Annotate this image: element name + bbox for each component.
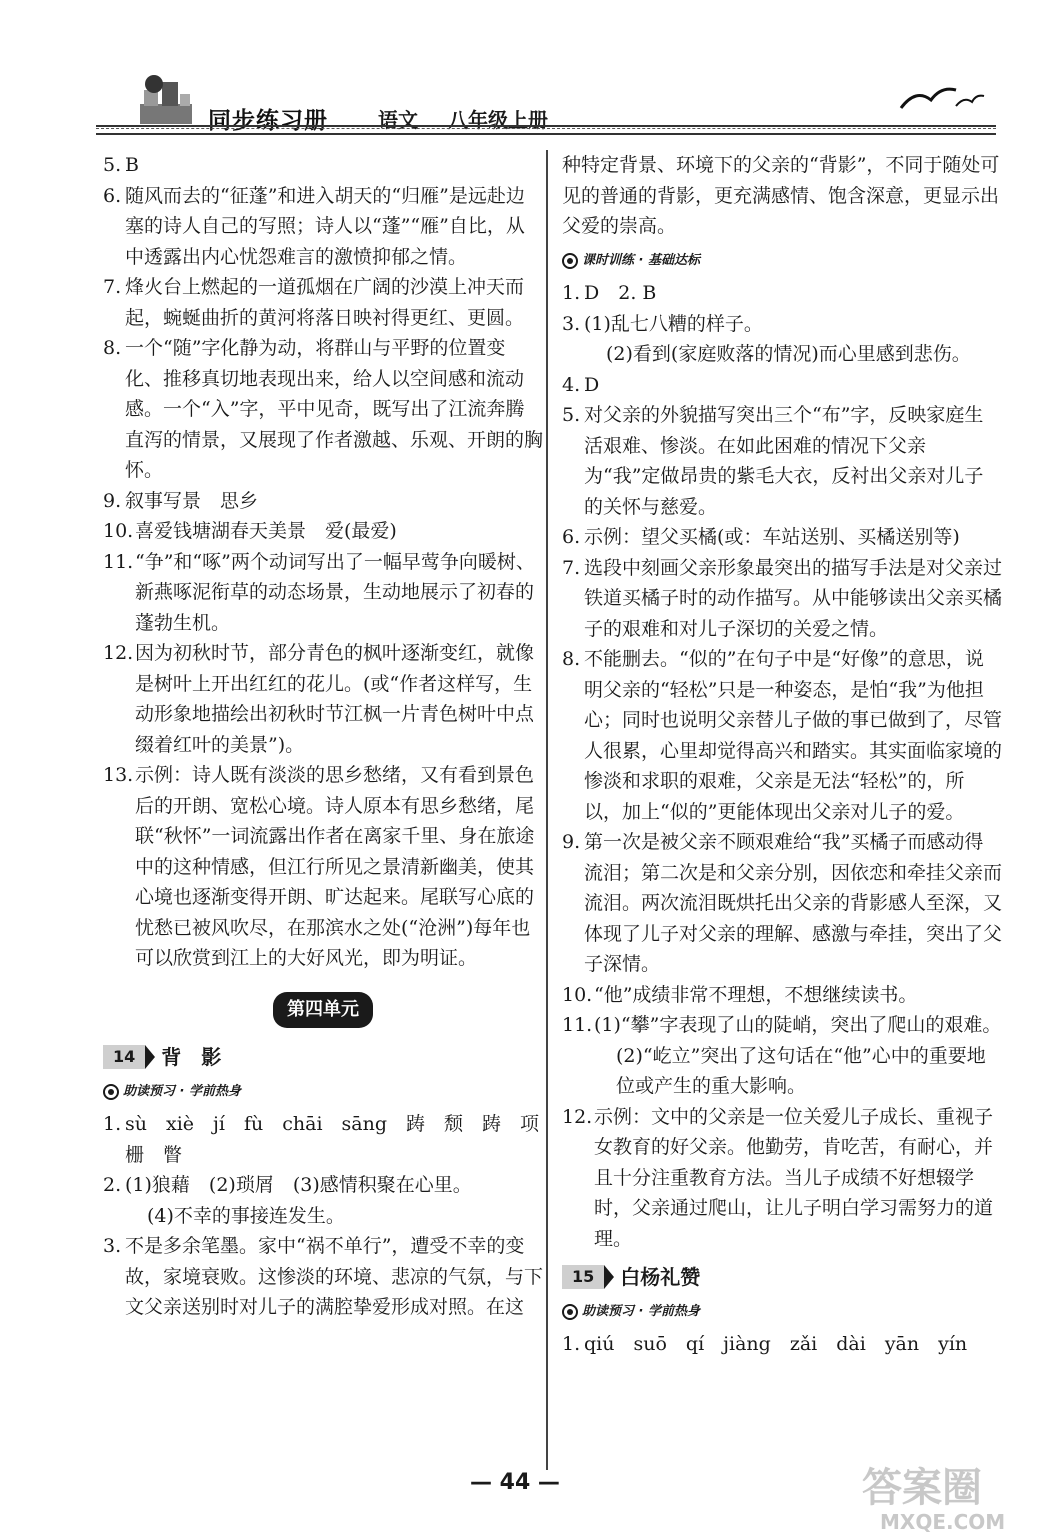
watermark-url: MXQE.COM	[880, 1510, 1006, 1534]
answer-item: 8. 不能删去。“似的”在句子中是“好像”的意思，说明父亲的“轻松”只是一种姿态，是怕“我”为他担心；同时也说明父亲替儿子做的事已做到了，尽管人很累，心里却觉得高兴和踏实。其实面临家境的惨淡和求职的艰难，父亲是无法“轻松”的，所以，加上“似的”更能体现出父亲对儿子的爱。	[562, 648, 1003, 823]
answer-item: 1. D 2. B	[562, 282, 657, 304]
birds-icon	[896, 78, 986, 118]
book-logo-icon	[136, 70, 196, 128]
lesson-title: 白杨礼赞	[620, 1265, 701, 1289]
answer-item: 11. (1)“攀”字表现了山的陡峭，突出了爬山的艰难。 (2)“屹立”突出了这句话在“他”心中的重要地位或产生的重大影响。	[562, 1014, 1002, 1097]
bullet-icon	[103, 1084, 119, 1100]
watermark-logo: 答案圈	[862, 1465, 982, 1511]
subject-label: 语文	[378, 108, 418, 132]
lesson-heading	[103, 1042, 543, 1073]
lesson-heading	[562, 1262, 1002, 1293]
answer-item: 8. 一个“随”字化静为动，将群山与平野的位置变化、推移真切地表现出来，给人以空间感和流动感。一个“入”字，平中见奇，既写出了江流奔腾直泻的情景，又展现了作者激越、乐观、开朗的胸怀。	[103, 337, 544, 481]
answer-item: 9. 叙事写景 思乡	[103, 489, 259, 512]
answer-item: 3. (1)乱七八糟的样子。 (2)看到(家庭败落的情况)而心里感到悲伤。	[562, 312, 971, 365]
right-column	[562, 150, 1002, 1360]
answer-item: 12. 示例：文中的父亲是一位关爱儿子成长、重视子女教育的好父亲。他勤劳，肯吃苦，有耐心，并且十分注重教育方法。当儿子成绩不好想辍学时，父亲通过爬山，让儿子明白学习需努力的道理。	[562, 1105, 994, 1250]
answer-item: 12. 因为初秋时节，部分青色的枫叶逐渐变红，就像是树叶上开出红红的花儿。(或“作者这样写，生动形象地描绘出初秋时节江枫一片青色树叶中点缀着红叶的美景”)。	[103, 642, 535, 756]
grade-label: 八年级上册	[448, 108, 548, 132]
left-column	[103, 150, 559, 1323]
column-divider	[546, 150, 548, 1470]
header-rule	[96, 125, 996, 135]
section-heading: 课时训练 · 基础达标	[562, 246, 1002, 277]
section-heading: 助读预习 · 学前热身	[103, 1077, 543, 1108]
answer-item: 9. 第一次是被父亲不顾艰难给“我”买橘子而感动得流泪；第二次是和父亲分别，因依恋和牵挂父亲而流泪。两次流泪既烘托出父亲的背影感人至深，又体现了儿子对父亲的理解、感激与牵挂，突出了父子深情。	[562, 831, 1003, 975]
bullet-icon	[562, 253, 578, 269]
answer-item: 2. (1)狼藉 (2)琐屑 (3)感情积聚在心里。 (4)不幸的事接连发生。	[103, 1174, 472, 1227]
page-header	[96, 60, 996, 150]
book-title: 同步练习册	[208, 108, 328, 134]
bullet-icon	[562, 1304, 578, 1320]
lesson-title: 背 影	[161, 1045, 222, 1069]
unit-banner: 第四单元	[103, 992, 543, 1029]
lesson-number-tag: 15	[562, 1265, 614, 1289]
answer-item: 1. qiú suō qí jiàng zǎi dài yān yín	[562, 1333, 968, 1355]
answer-item: 10. 喜爱钱塘湖春天美景 爱(最爱)	[103, 520, 397, 542]
answer-item: 10. “他”成绩非常不理想，不想继续读书。	[562, 983, 918, 1006]
arrow-icon	[145, 1045, 155, 1069]
answer-item: 1. sù xiè jí fù chāi sāng 踌 颓 踌 项 栅 瞥	[103, 1113, 559, 1166]
answer-item: 6. 示例：望父买橘(或：车站送别、买橘送别等)	[562, 526, 960, 548]
answer-item: 3. 不是多余笔墨。家中“祸不单行”，遭受不幸的变故，家境衰败。这惨淡的环境、悲凉的气氛，与下文父亲送别时对儿子的满腔挚爱形成对照。在这	[103, 1235, 544, 1318]
answer-item: 13. 示例：诗人既有淡淡的思乡愁绪，又有看到景色后的开朗、宽松心境。诗人原本有思乡愁绪，尾联“秋怀”一词流露出作者在离家千里、身在旅途中的这种情感，但江行所见之景清新幽美，使其心境也逐渐变得开朗、旷达起来。尾联写心底的忧愁已被风吹尽，在那滨水之处(“沧洲”)每年也可以欣赏到江上的大好风光，即为明证。	[103, 764, 535, 969]
page-number: — 44 —	[470, 1470, 560, 1495]
answer-item: 4. D	[562, 373, 600, 396]
answer-item: 5. 对父亲的外貌描写突出三个“布”字，反映家庭生活艰难、惨淡。在如此困难的情况下父亲为“我”定做昂贵的紫毛大衣，反衬出父亲对儿子的关怀与慈爱。	[562, 404, 984, 518]
answer-item: 6. 随风而去的“征蓬”和进入胡天的“归雁”是远赴边塞的诗人自己的写照；诗人以“蓬”“雁”自比，从中透露出内心忧怨难言的激愤抑郁之情。	[103, 184, 525, 268]
section-heading: 助读预习 · 学前热身	[562, 1297, 1002, 1328]
answer-item: 7. 选段中刻画父亲形象最突出的描写手法是对父亲过铁道买橘子时的动作描写。从中能够读出父亲买橘子的艰难和对儿子深切的关爱之情。	[562, 556, 1003, 640]
continued-text: 种特定背景、环境下的父亲的“背影”，不同于随处可见的普通的背影，更充满感情、饱含深意，更显示出父爱的崇高。	[562, 154, 1000, 237]
answer-item: 7. 烽火台上燃起的一道孤烟在广阔的沙漠上冲天而起，蜿蜒曲折的黄河将落日映衬得更红、更圆。	[103, 276, 525, 329]
lesson-number-tag: 14	[103, 1045, 155, 1069]
answer-item: 11. “争”和“啄”两个动词写出了一幅早莺争向暖树、新燕啄泥衔草的动态场景，生动地展示了初春的蓬勃生机。	[103, 550, 535, 634]
answer-item: 5. B	[103, 154, 139, 176]
arrow-icon	[604, 1265, 614, 1289]
